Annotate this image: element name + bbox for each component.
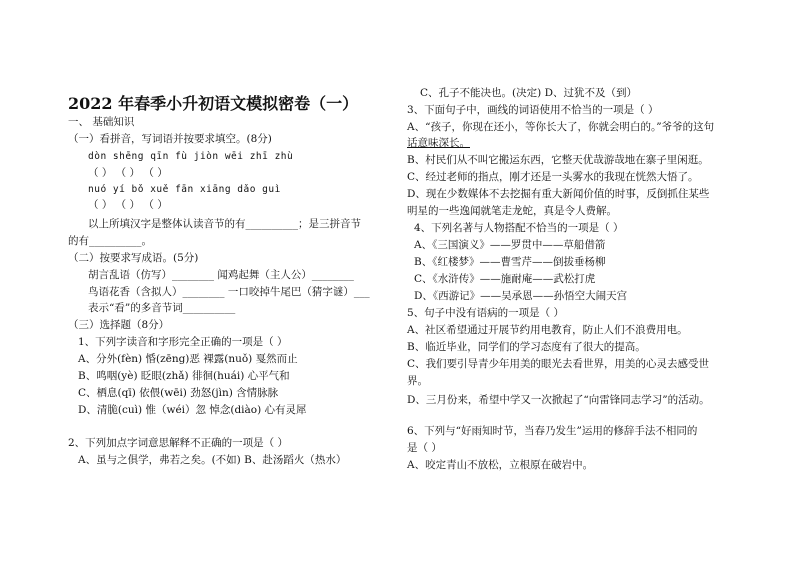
mc5-option-c-line-1: C、我们要引导青少年用美的眼光去看世界，用美的心灵去感受世 [407,358,710,370]
section-1-heading: 一、 基础知识 [68,116,135,128]
mc4-option-c: C、《水浒传》——施耐庵——武松打虎 [414,273,596,285]
mc4-option-d: D、《西游记》——吴承恩——孙悟空大闹天宫 [414,290,628,302]
mc4-option-a: A、《三国演义》——罗贯中——草船借箭 [414,239,606,251]
mc1-stem: 1、下列字读音和字形完全正确的一项是（ ） [78,336,288,348]
mc5-option-c-line-2: 界。 [407,375,428,387]
mc2-stem: 2、下列加点字词意思解释不正确的一项是（ ） [68,437,289,449]
mc5-option-d: D、三月份来，希望中学又一次掀起了“向雷锋同志学习”的活动。 [407,394,710,406]
pinyin-note-line-2: 的有__________。 [68,235,152,247]
mc5-option-b: B、临近毕业，同学们的学习态度有了很大的提高。 [407,341,646,353]
mc3-option-c: C、经过老师的指点，刚才还是一头雾水的我现在恍然大悟了。 [407,171,699,183]
idiom-line-3: 表示“看”的多音节词__________ [88,302,236,314]
pinyin-row-1: dòn shēng qīn fù jiòn wēi zhī zhù [88,151,294,162]
mc4-option-b: B、《红楼梦》——曹雪芹——倒拔垂杨柳 [414,256,606,268]
mc4-stem: 4、下列名著与人物搭配不恰当的一项是（ ） [414,222,624,234]
idiom-line-1: 胡言乱语（仿写）________ 闻鸡起舞（主人公）________ [88,269,354,281]
mc5-stem: 5、句子中没有语病的一项是（ ） [407,307,565,319]
exam-title: 2022 年春季小升初语文模拟密卷（一） [68,94,359,113]
pinyin-note-line-1: 以上所填汉字是整体认读音节的有__________；是三拼音节 [88,218,361,230]
answer-brackets-row-2: （ ） （ ） （ ） [88,199,168,211]
mc1-option-b: B、鸣咽(yè) 眨眼(zhǎ) 徘徊(huái) 心平气和 [78,370,290,382]
mc3-option-b: B、村民们从不叫它搬运东西，它整天优哉游哉地在寨子里闲逛。 [407,154,709,166]
question-2-header: （二）按要求写成语。(5分) [68,252,199,264]
answer-brackets-row-1: （ ） （ ） （ ） [88,167,168,179]
mc5-option-a: A、社区希望通过开展节约用电教育，防止人们不浪费用电。 [407,324,688,336]
mc3-option-a-line-1: A、“孩子，你现在还小，等你长大了，你就会明白的。”爷爷的这句 [407,121,715,133]
mc3-stem: 3、下面句子中，画线的词语使用不恰当的一项是（ ） [407,104,659,116]
mc6-stem-line-1: 6、下列与“好雨知时节，当春乃发生”运用的修辞手法不相同的 [407,425,698,437]
mc1-option-a: A、分外(fèn) 惛(zēng)恶 裸露(nuǒ) 戛然而止 [78,353,298,365]
mc6-stem-line-2: 是（ ） [407,442,442,454]
mc3-option-d-line-1: D、现在少数媒体不去挖掘有重大新闻价值的时事，反倒抓住某些 [407,188,710,200]
mc2-options-a-b: A、虽与之俱学，弗若之矣。(不如) B、赴汤蹈火（热水） [78,454,347,466]
pinyin-row-2: nuó yí bǒ xuě fān xiāng dǎo guì [88,184,281,195]
mc2-options-c-d: C、孔子不能决也。(决定) D、过犹不及（到） [420,87,637,99]
mc1-option-d: D、清脆(cuì) 惟（wéi）忽 悼念(diào) 心有灵犀 [78,404,307,416]
idiom-line-2: 鸟语花香（含拟人）________ 一口咬掉牛尾巴（猜字谜）___ [88,286,370,298]
mc3-option-a-line-2: 话意味深长。 [407,137,470,149]
question-3-header: （三）选择题（8分） [68,319,170,331]
mc6-option-a: A、咬定青山不放松，立根原在破岩中。 [407,459,594,471]
question-1-header: （一）看拼音，写词语并按要求填空。(8分) [68,133,272,145]
mc1-option-c: C、栖息(qī) 依偎(wēi) 劲怒(jìn) 含情脉脉 [78,387,279,399]
mc3-option-d-line-2: 明星的一些逸闻就笔走龙蛇，真是令人费解。 [407,205,617,217]
